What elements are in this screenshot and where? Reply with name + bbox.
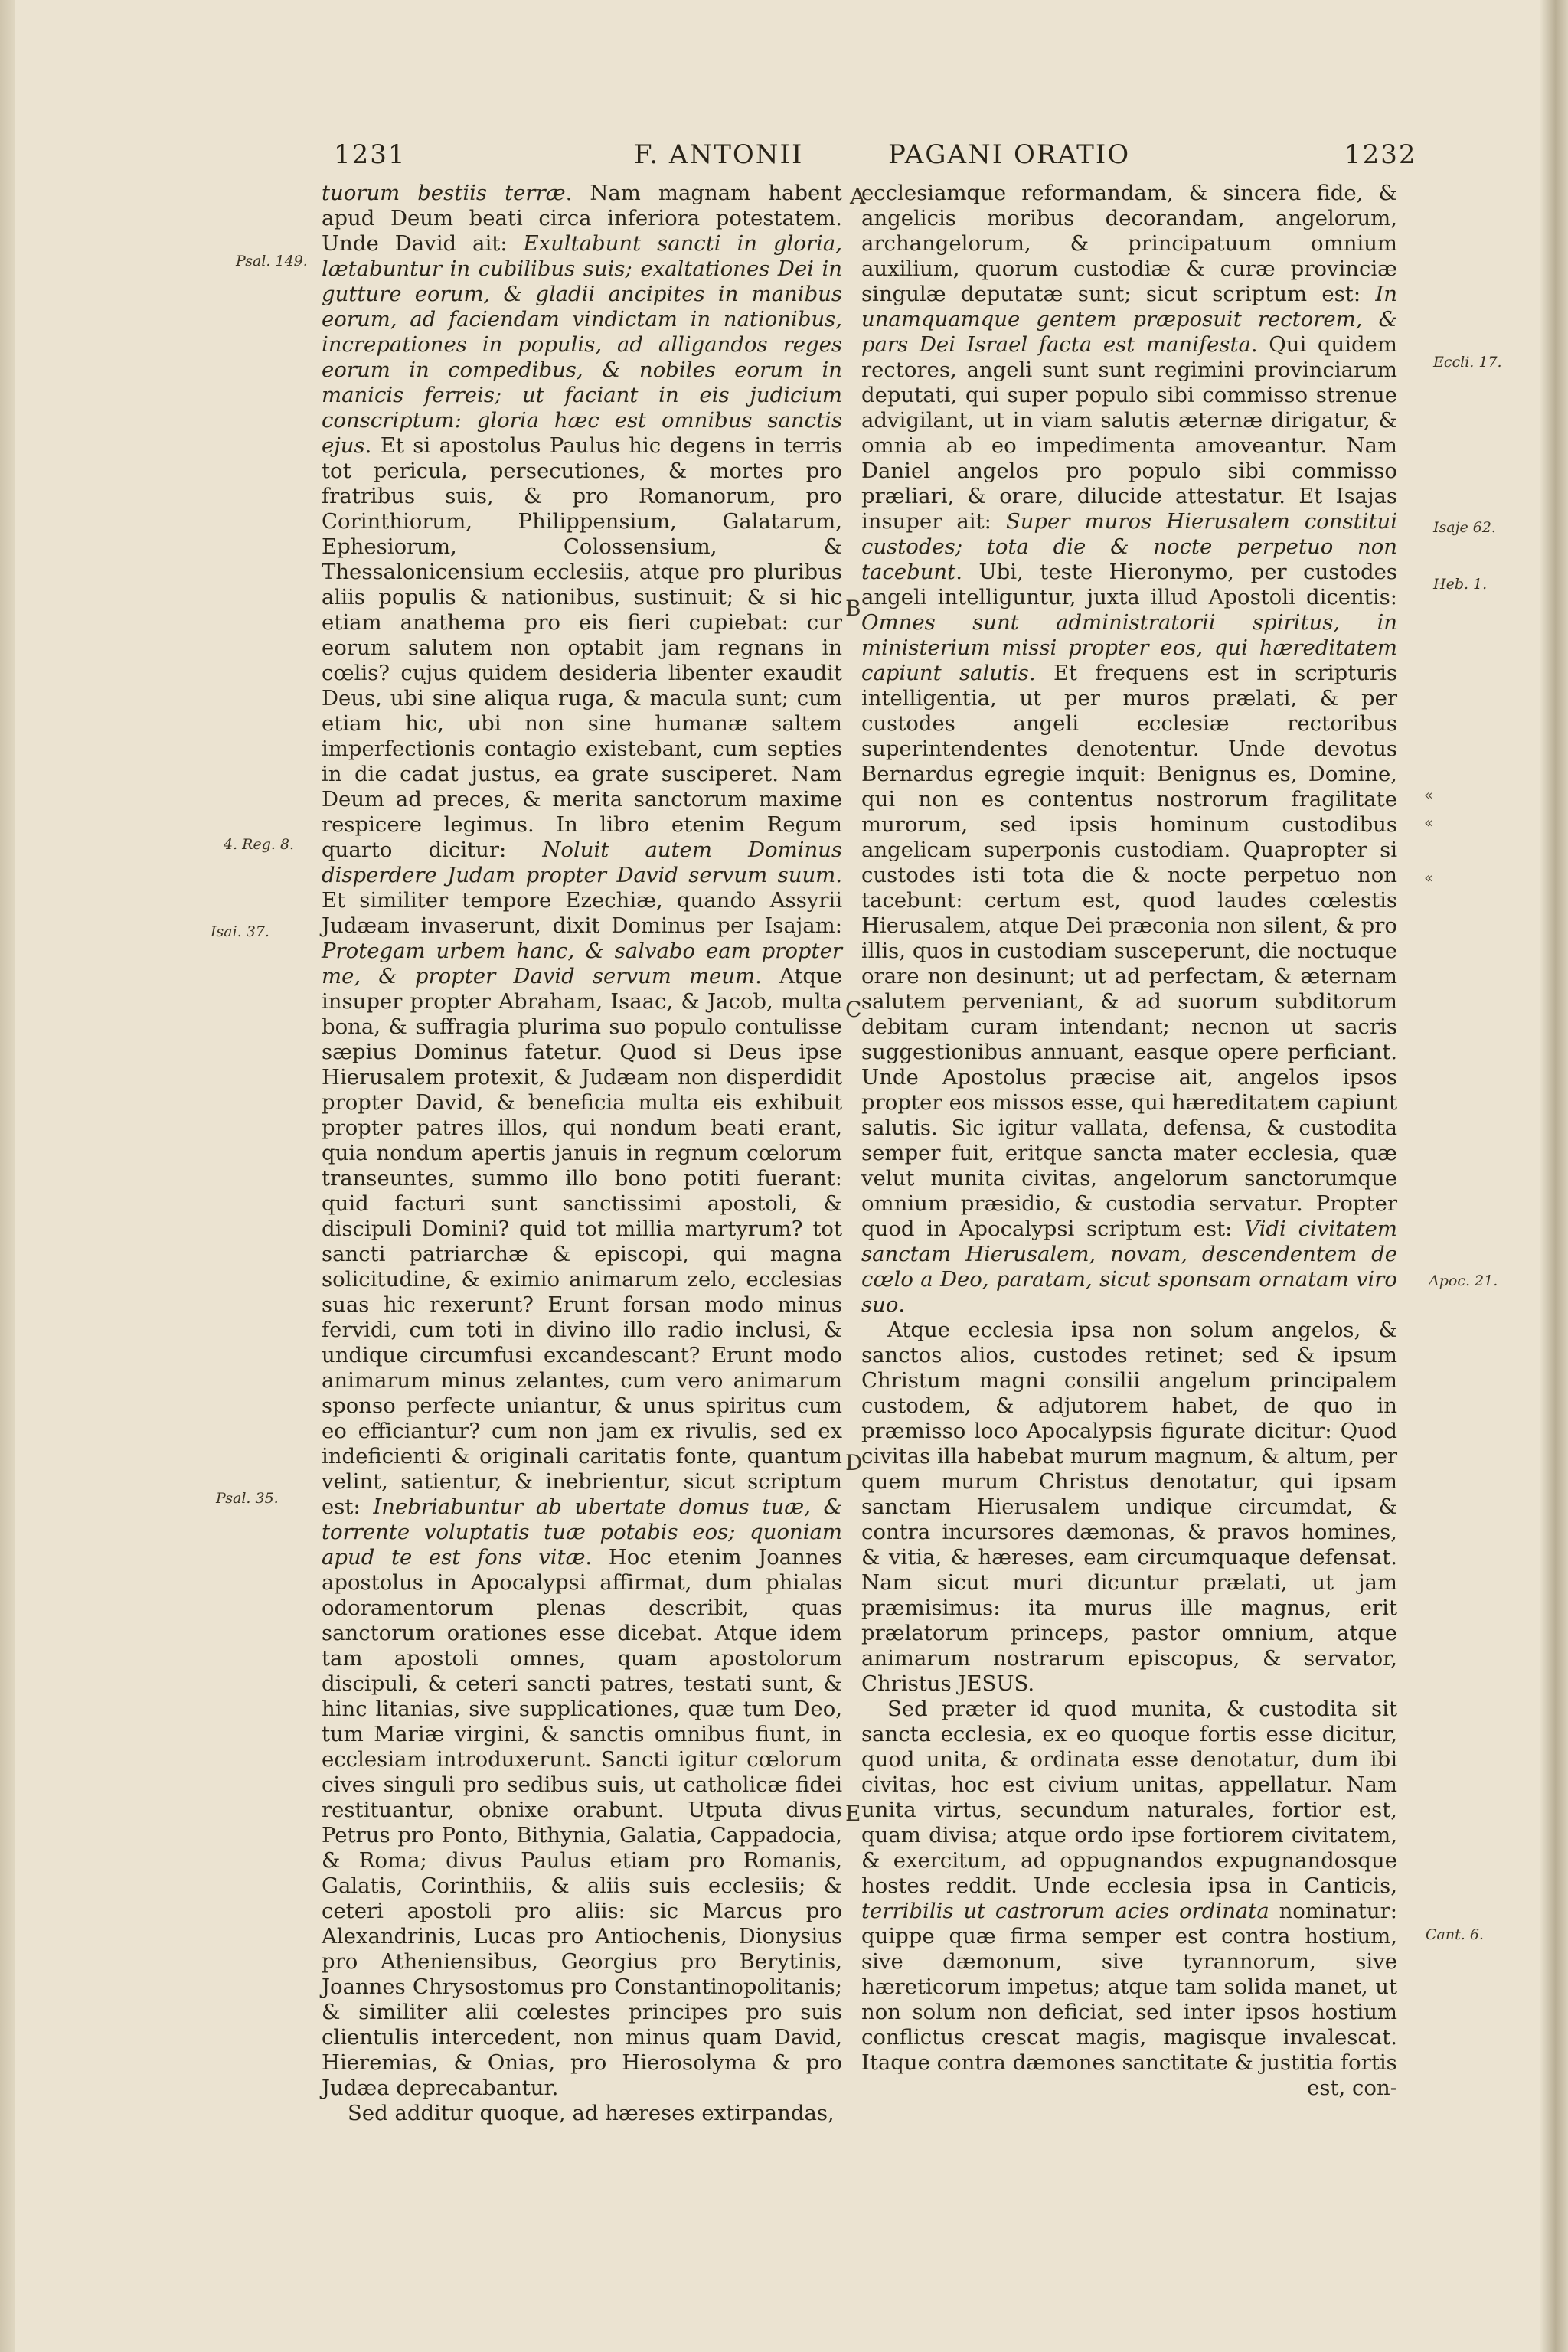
header-title: PAGANI ORATIO [888,139,1131,170]
scripture-quote: Noluit autem Dominus disperdere Judam propter David servum suum [322,838,842,887]
right-paragraph-2: Atque ecclesia ipsa non solum angelos, & sanctos alios, custodes retinet; sed & ipsum Christum magni consilii angelum principalem custodem, & adjutorem habet, de quo in præmisso loco Apocalypsis figurate dicitur: Quod civitas illa habebat murum magnum, & altum, per quem murum Christus denotatur, qui ipsam sanctam Hierusalem undique circumdat, & contra incursores dæmonas, & pravos homines, & vitia, & hæreses, eam circumquaque defensat. Nam sicut muri dicuntur prælati, ut jam præmisimus: ita murus ille magnus, erit prælatorum princeps, pastor omnium, atque animarum nostrarum episcopus, & servator, Christus JESUS. [861,1318,1397,1696]
scripture-quote: Omnes sunt administratorii spiritus, in ministerium missi propter eos, qui hæreditatem capiunt salutis [861,610,1397,685]
book-spine-left [0,0,15,2352]
text-segment: . Hoc etenim Joannes apostolus in Apocalypsi affirmat, dum phialas odoramentorum plenas describit, quas sanctorum orationes esse dicebat. Atque idem tam apostoli omnes, quam apostolorum discipuli, & ceteri sancti patres, testati sunt, & hinc litanias, sive supplicationes, quæ tum Deo, tum Mariæ virgini, & sanctis omnibus fiunt, in ecclesiam introduxerunt. Sancti igitur cœlorum cives singuli pro sedibus suis, ut catholicæ fidei restituantur, obnixe orabunt. Utputa divus Petrus pro Ponto, Bithynia, Galatia, Cappadocia, & Roma; divus Paulus etiam pro Romanis, Galatis, Corinthiis, & aliis suis ecclesiis; & ceteri apostoli pro aliis: sic Marcus pro Alexandrinis, Lucas pro Antiochenis, Dionysius pro Atheniensibus, Georgius pro Berytinis, Joannes Chrysostomus pro Constantinopolitanis; & similiter alii cœlestes principes pro suis clientulis intercedent, non minus quam David, Hieremias, & Onias, pro Hierosolyma & pro Judæa deprecabantur. [322,1545,842,2100]
text-segment: . Nam magnam habent apud Deum beati circa inferiora potestatem. Unde David ait: [322,181,842,256]
margin-note-psal-149: Psal. 149. [236,253,308,270]
margin-note-psal-35: Psal. 35. [216,1490,279,1507]
scripture-quote: terribilis ut castrorum acies ordinata [861,1899,1269,1923]
margin-note-apoc-21: Apoc. 21. [1429,1272,1498,1289]
text-segment: ecclesiamque reformandam, & sincera fide, & angelicis moribus decorandam, angelorum, archangelorum, & principatuum omnium auxilium, quorum custodiæ & curæ provinciæ singulæ deputatæ sunt; sicut scriptum est: [861,181,1397,306]
section-letter-a: A [850,184,866,209]
text-segment: . Atque insuper propter Abraham, Isaac, & Jacob, multa bona, & suffragia plurima suo populo contulisse sæpius Dominus fatetur. Quod si Deus ipse Hierusalem protexit, & Judæam non disperdidit propter David, & beneficia multa eis exhibuit propter patres illos, qui nondum beati erant, quia nondum apertis januis in regnum cœlorum transeuntes, summo illo bono potiti fuerant: quid facturi sunt sanctissimi apostoli, & discipuli Domini? quid tot millia martyrum? tot sancti patriarchæ & episcopi, qui magna solicitudine, & eximio animarum zelo, ecclesias suas hic rexerunt? Erunt forsan modo minus fervidi, cum toti in divino illo radio inclusi, & undique circumfusi excandescant? Erunt modo animarum minus zelantes, cum vero animarum sponso perfecte uniantur, & unus spiritus cum eo efficiantur? cum non jam ex rivulis, sed ex indeficienti & originali caritatis fonte, quantum velint, satientur, & inebrientur, sicut scriptum est: [322,964,842,1519]
left-column [322,181,842,2126]
text-segment: Sed præter id quod munita, & custodita sit sancta ecclesia, ex eo quoque fortis esse dicitur, quod unita, & ordinata esse denotatur, dum ibi civitas, hoc est civium unitas, appellatur. Nam unita virtus, secundum naturales, fortior est, quam divisa; atque ordo ipse fortiorem civitatem, & exercitum, ad oppugnandos expugnandosque hostes reddit. Unde ecclesia ipsa in Canticis, [861,1697,1397,1898]
margin-note-eccli-17: Eccli. 17. [1433,354,1502,371]
scripture-quote: Protegam urbem hanc, & salvabo eam propter me, & propter David servum meum [322,939,842,988]
left-paragraph-1 [322,181,842,2101]
margin-note-isai-37: Isai. 37. [211,923,270,940]
text-segment: nominatur: quippe quæ firma semper est contra hostium, sive dæmonum, sive tyrannorum, sive hæreticorum impetus; atque tam solida manet, ut non solum non deficiat, sed inter ipsos hostium conflictus crescat magis, magisque invalescat. Itaque contra dæmones sanctitate & justitia fortis [861,1899,1397,2075]
text-segment: . Ubi, teste Hieronymo, per custodes angeli intelliguntur, juxta illud Apostoli dicentis: [861,560,1397,609]
scripture-quote: Vidi civitatem sanctam Hierusalem, novam, descendentem de cœlo a Deo, paratam, sicut sponsam ornatam viro suo [861,1217,1397,1317]
text-segment: tuorum bestiis terræ [322,181,566,205]
margin-note-4-reg-8: 4. Reg. 8. [224,836,295,853]
text-segment: . [898,1292,906,1317]
text-segment: . Qui quidem rectores, angeli sunt sunt regimini provinciarum deputati, qui super populo sibi commisso strenue advigilant, ut in viam salutis æternæ dirigatur, & omnia ab eo impedimenta amoveantur. Nam Daniel angelos pro populo sibi commisso præliari, & orare, dilucide attestatur. Et Isajas insuper ait: [861,332,1397,534]
page-number-right: 1232 [1344,139,1417,170]
scripture-quote: Inebriabuntur ab ubertate domus tuæ, & torrente voluptatis tuæ potabis eos; quoniam apud te est fons vitæ [322,1494,842,1570]
right-column [861,181,1397,2101]
text-segment: . Et si apostolus Paulus hic degens in terris tot pericula, persecutiones, & mortes pro fratribus suis, & pro Romanorum, pro Corinthiorum, Philippensium, Galatarum, Ephesiorum, Colossensium, & Thessalonicensium ecclesiis, atque pro pluribus aliis populis & nationibus, sustinuit; & si hic etiam anathema pro eis fieri cupiebat: cur eorum salutem non optabit jam regnans in cœlis? cujus quidem desideria libenter exaudit Deus, ubi sine aliqua ruga, & macula sunt; cum etiam hic, ubi non sine humanæ saltem imperfectionis contagio existebant, cum septies in die cadat justus, ea grate susciperet. Nam Deum ad preces, & merita sanctorum maxime respicere legimus. In libro etenim Regum quarto dicitur: [322,433,842,862]
quote-mark-2: « [1424,813,1434,831]
book-spine-right [1540,0,1568,2352]
scripture-quote: Exultabunt sancti in gloria, lætabuntur in cubilibus suis; exaltationes Dei in gutture eorum, & gladii ancipites in manibus eorum, ad faciendam vindictam in nationibus, increpationes in populis, ad alligandos reges eorum in compedibus, & nobiles eorum in manicis ferreis; ut faciant in eis judicium conscriptum: gloria hæc est omnibus sanctis ejus [322,231,842,458]
section-letter-d: D [845,1450,863,1475]
text-segment: . Et similiter tempore Ezechiæ, quando Assyrii Judæam invaserunt, dixit Dominus per Isajam: [322,863,842,938]
page-number-left: 1231 [334,139,407,170]
quote-mark-3: « [1424,868,1434,887]
running-header [334,139,1568,185]
scripture-quote: In unamquamque gentem præposuit rectorem, & pars Dei Israel facta est manifesta [861,282,1397,357]
section-letter-c: C [845,997,862,1022]
margin-note-isaje-62: Isaje 62. [1433,519,1496,536]
right-paragraph-1 [861,181,1397,1318]
margin-note-cant-6: Cant. 6. [1426,1926,1484,1943]
right-paragraph-catchword: est, con- [1307,2076,1397,2100]
header-author: F. ANTONII [634,139,804,170]
margin-note-heb-1: Heb. 1. [1433,576,1488,593]
section-letter-e: E [845,1801,861,1826]
scripture-quote: Super muros Hierusalem constitui custodes; tota die & nocte perpetuo non tacebunt [861,509,1397,584]
left-paragraph-2: Sed additur quoque, ad hæreses extirpandas, [348,2101,835,2125]
right-paragraph-3 [861,1697,1397,2076]
quote-mark-1: « [1424,786,1434,804]
section-letter-b: B [845,596,861,621]
text-segment: . Et frequens est in scripturis intelligentia, ut per muros prælati, & per custodes angeli ecclesiæ rectoribus superintendentes denotentur. Unde devotus Bernardus egregie inquit: Benignus es, Domine, qui non es contentus nostrorum fragilitate murorum, sed ipsis hominum custodibus angelicam superponis custodiam. Quapropter si custodes isti tota die & nocte perpetuo non tacebunt: certum est, quod laudes cœlestis Hierusalem, atque Dei præconia non silent, & pro illis, quos in custodiam susceperunt, die noctuque orare non desinunt; ut ad perfectam, & æternam salutem perveniant, & ad suorum subditorum debitam curam intendant; necnon ut sacris suggestionibus annuant, easque opere perficiant. Unde Apostolus præcise ait, angelos ipsos propter eos missos esse, qui hæreditatem capiunt salutis. Sic igitur vallata, defensa, & custodita semper fuit, eritque sancta mater ecclesia, quæ velut munita civitas, angelorum sanctorumque omnium præsidio, & custodia servatur. Propter quod in Apocalypsi scriptum est: [861,661,1397,1241]
